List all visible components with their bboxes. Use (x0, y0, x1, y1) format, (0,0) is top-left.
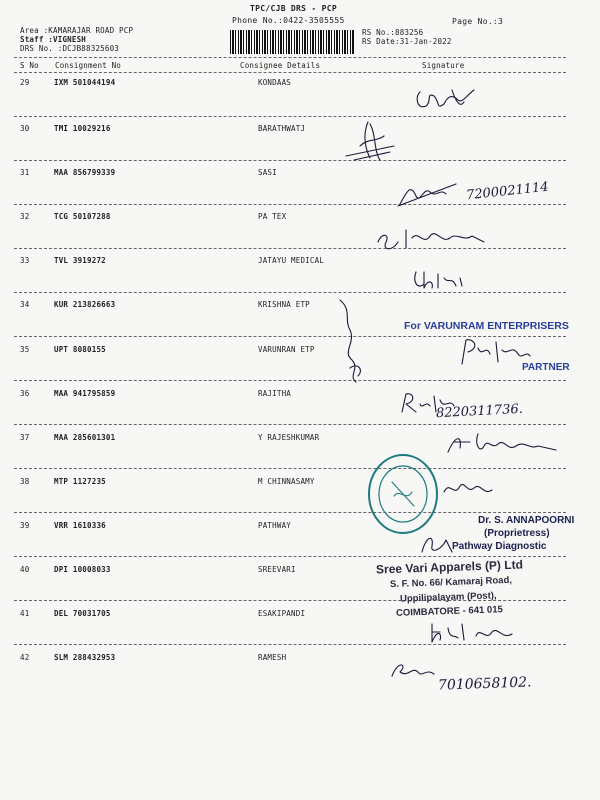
header-divider (14, 57, 566, 58)
row-consignment: MAA 941795859 (54, 389, 116, 398)
col-sno: S No (20, 61, 39, 70)
stamp-sreevari-address: S. F. No. 66/ Kamaraj Road, (389, 574, 513, 591)
signature-krishna (330, 296, 370, 386)
round-seal-stamp (366, 452, 440, 536)
handwritten-phone-sasi: 7200021114 (465, 179, 550, 204)
table-row (0, 124, 600, 168)
stamp-sreevari-city: COIMBATORE - 641 015 (395, 604, 503, 619)
row-divider (14, 512, 566, 513)
row-sno: 30 (20, 124, 30, 133)
staff-label: Staff :VIGNESH (20, 35, 87, 44)
row-consignee: RAJITHA (258, 389, 292, 398)
row-divider (14, 292, 566, 293)
row-consignment: IXM 501044194 (54, 78, 116, 87)
signature-pa-tex (372, 220, 492, 256)
stamp-pathway-name: Dr. S. ANNAPOORNI (478, 515, 575, 526)
row-sno: 33 (20, 256, 30, 265)
stamp-varunram-name: For VARUNRAM ENTERPRISERS (404, 320, 569, 332)
signature-pathway (418, 528, 458, 558)
signature-sasi (396, 176, 476, 210)
col-signature: Signature (422, 61, 465, 70)
row-consignee: Y RAJESHKUMAR (258, 433, 320, 442)
row-consignment: TCG 50107288 (54, 212, 111, 221)
row-consignee: VARUNRAN ETP (258, 345, 315, 354)
rs-date: RS Date:31-Jan-2022 (362, 37, 452, 46)
rs-number: RS No.:883256 (362, 28, 424, 37)
row-divider (14, 160, 566, 161)
handwritten-phone-rajitha: 8220311736. (435, 401, 524, 422)
phone-number: Phone No.:0422-3505555 (232, 16, 345, 25)
col-consignee-details: Consignee Details (240, 61, 321, 70)
row-sno: 38 (20, 477, 30, 486)
stamp-pathway-org: Pathway Diagnostic (452, 541, 547, 552)
row-consignment: MAA 856799339 (54, 168, 116, 177)
row-sno: 39 (20, 521, 30, 530)
stamp-pathway-title: (Proprietress) (484, 528, 550, 539)
signature-jatayu (410, 264, 470, 294)
row-consignee: ESAKIPANDI (258, 609, 306, 618)
row-sno: 41 (20, 609, 30, 618)
row-divider (14, 204, 566, 205)
row-sno: 35 (20, 345, 30, 354)
row-consignee: BARATHWATJ (258, 124, 306, 133)
row-consignment: MTP 1127235 (54, 477, 106, 486)
row-consignment: DPI 10008033 (54, 565, 111, 574)
row-divider (14, 468, 566, 469)
row-sno: 42 (20, 653, 30, 662)
row-consignee: PATHWAY (258, 521, 292, 530)
stamp-sreevari-name: Sree Vari Apparels (P) Ltd (375, 557, 524, 577)
row-consignee: JATAYU MEDICAL (258, 256, 325, 265)
row-consignment: KUR 213826663 (54, 300, 116, 309)
row-sno: 34 (20, 300, 30, 309)
signature-kondaas (412, 82, 482, 116)
col-consignment-no: Consignment No (55, 61, 122, 70)
row-consignee: RAMESH (258, 653, 287, 662)
row-consignment: TMI 10029216 (54, 124, 111, 133)
row-sno: 31 (20, 168, 30, 177)
report-title: TPC/CJB DRS - PCP (250, 4, 337, 13)
table-row (0, 256, 600, 300)
signature-rajeshkumar (444, 428, 564, 458)
row-sno: 36 (20, 389, 30, 398)
row-consignee: PA TEX (258, 212, 287, 221)
row-divider (14, 116, 566, 117)
area-label: Area :KAMARAJAR ROAD PCP (20, 26, 134, 35)
signature-esakipandi (428, 618, 518, 648)
row-divider (14, 424, 566, 425)
stamp-varunram-partner: PARTNER (522, 362, 570, 373)
stamp-sreevari-post: Uppilipalayam (Post), (399, 590, 497, 605)
row-sno: 32 (20, 212, 30, 221)
row-sno: 29 (20, 78, 30, 87)
table-row (0, 212, 600, 256)
row-divider (14, 556, 566, 557)
barcode (230, 30, 354, 54)
signature-ramesh (388, 656, 438, 684)
row-consignment: UPT 8080155 (54, 345, 106, 354)
row-consignment: SLM 288432953 (54, 653, 116, 662)
signature-chinnasamy (440, 472, 496, 502)
row-consignment: DEL 70031705 (54, 609, 111, 618)
row-consignee: KRISHNA ETP (258, 300, 310, 309)
row-consignee: SREEVARI (258, 565, 296, 574)
row-consignment: VRR 1610336 (54, 521, 106, 530)
page-number: Page No.:3 (452, 17, 504, 26)
row-consignee: KONDAAS (258, 78, 292, 87)
row-sno: 40 (20, 565, 30, 574)
row-consignment: TVL 3919272 (54, 256, 106, 265)
columns-divider (14, 72, 566, 73)
signature-barathwatj (340, 116, 400, 168)
drs-number: DRS No. :DCJB88325603 (20, 44, 120, 53)
row-consignee: M CHINNASAMY (258, 477, 315, 486)
handwritten-phone-ramesh: 7010658102. (437, 674, 532, 694)
row-divider (14, 380, 566, 381)
row-consignee: SASI (258, 168, 277, 177)
row-consignment: MAA 285601301 (54, 433, 116, 442)
row-sno: 37 (20, 433, 30, 442)
